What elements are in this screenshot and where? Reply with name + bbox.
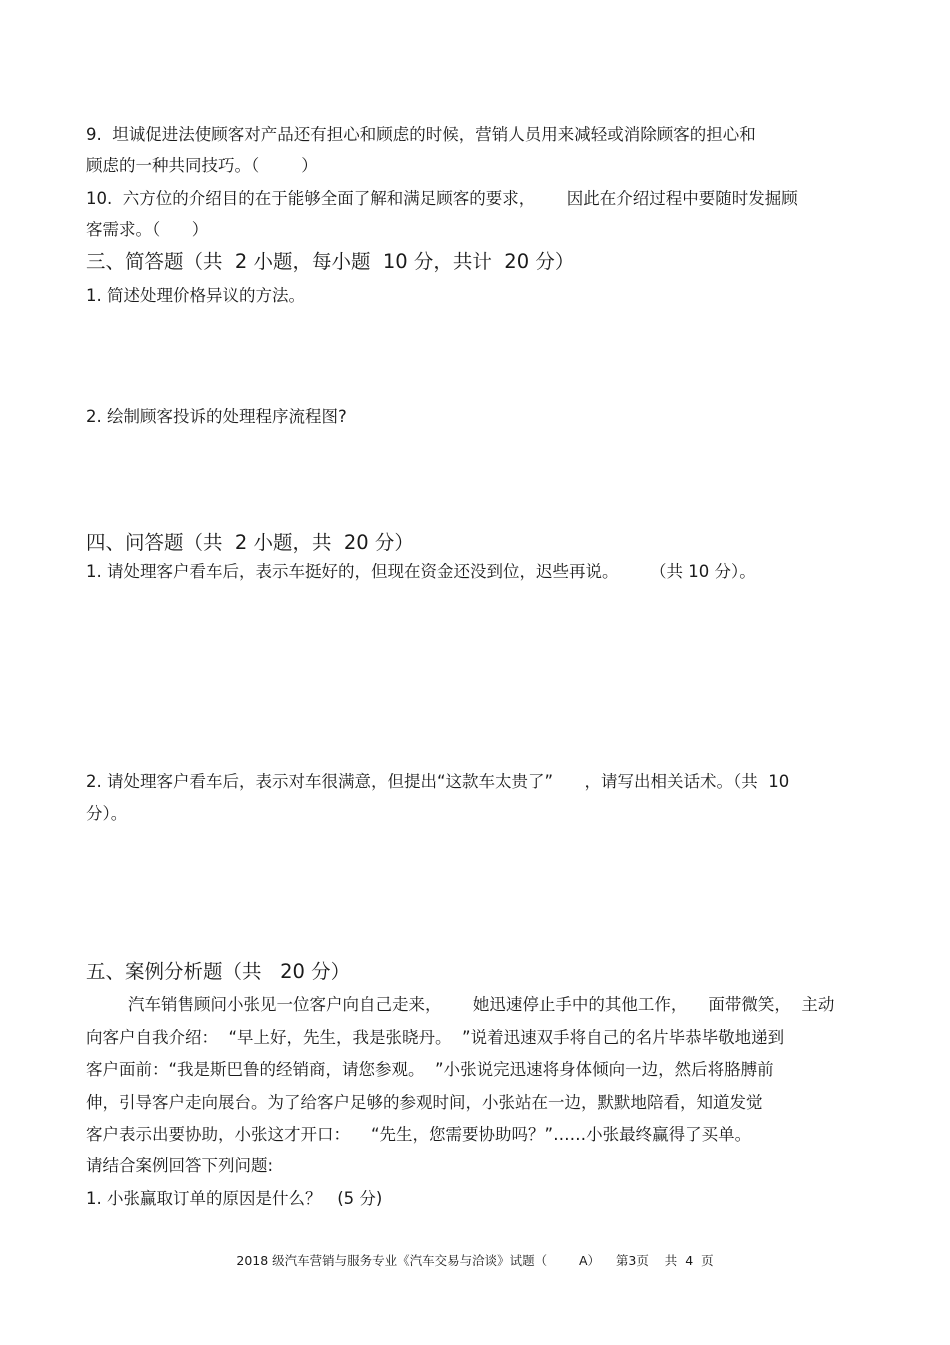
case-paragraph-line: 向客户自我介绍： “早上好，先生，我是张晓丹。 ”说着迅速双手将自己的名片毕恭毕敬地递到 bbox=[86, 1028, 785, 1047]
section-3-question-2: 2. 绘制顾客投诉的处理程序流程图? bbox=[86, 407, 347, 426]
case-prompt: 请结合案例回答下列问题: bbox=[86, 1156, 274, 1175]
question-9-line-2: 顾虑的一种共同技巧。（ ） bbox=[86, 156, 318, 175]
section-4-question-2-line-1: 2. 请处理客户看车后，表示对车很满意，但提出“这款车太贵了” ，请写出相关话术。（共 10 bbox=[86, 772, 790, 791]
section-5-heading: 五、案例分析题（共 20 分） bbox=[86, 960, 351, 983]
section-4-heading: 四、问答题（共 2 小题，共 20 分） bbox=[86, 531, 414, 554]
case-paragraph-line: 伸，引导客户走向展台。为了给客户足够的参观时间，小张站在一边，默默地陪看，知道发觉 bbox=[86, 1093, 763, 1112]
section-3-question-1: 1. 简述处理价格异议的方法。 bbox=[86, 286, 305, 305]
section-4-question-1: 1. 请处理客户看车后，表示车挺好的，但现在资金还没到位，迟些再说。 （共 10 分）。 bbox=[86, 562, 756, 581]
case-paragraph-line: 汽车销售顾问小张见一位客户向自己走来， 她迅速停止手中的其他工作， 面带微笑， 主动 bbox=[86, 995, 835, 1014]
question-10-line-1: 10. 六方位的介绍目的在于能够全面了解和满足顾客的要求， 因此在介绍过程中要随时发掘顾 bbox=[86, 189, 798, 208]
question-10-line-2: 客需求。（ ） bbox=[86, 220, 209, 239]
section-4-question-2-line-2: 分）。 bbox=[86, 804, 128, 823]
section-3-heading: 三、简答题（共 2 小题，每小题 10 分，共计 20 分） bbox=[86, 250, 575, 273]
question-9-line-1: 9. 坦诚促进法使顾客对产品还有担心和顾虑的时候，营销人员用来减轻或消除顾客的担心和 bbox=[86, 125, 756, 144]
section-5-question-1: 1. 小张赢取订单的原因是什么？ (5 分) bbox=[86, 1189, 383, 1208]
case-paragraph-line: 客户面前：“我是斯巴鲁的经销商，请您参观。 ”小张说完迅速将身体倾向一边，然后将胳膊前 bbox=[86, 1060, 774, 1079]
case-paragraph-line: 客户表示出要协助，小张这才开口： “先生，您需要协助吗？”……小张最终赢得了买单。 bbox=[86, 1125, 752, 1144]
page-footer: 2018 级汽车营销与服务专业《汽车交易与洽谈》试题（ A） 第3页 共 4 页 bbox=[236, 1253, 714, 1268]
